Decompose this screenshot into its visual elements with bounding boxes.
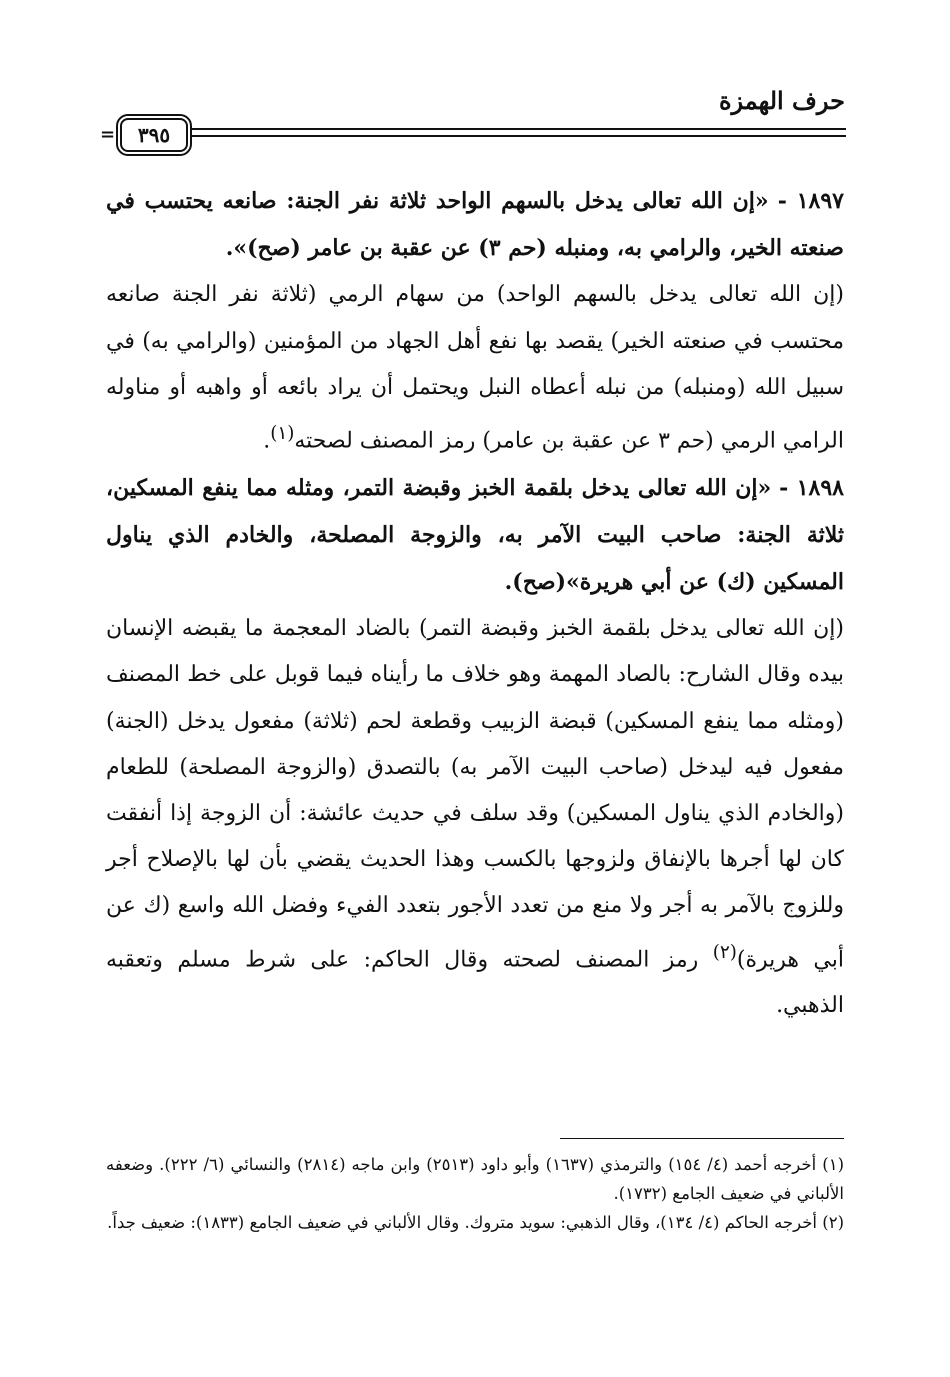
footnote-2: (٢) أخرجه الحاكم (٤/ ١٣٤)، وقال الذهبي: سويد متروك. وقال الألباني في ضعيف الجامع (١٨٣٣): ضعيف جداً. <box>107 1213 844 1232</box>
page-number: ٣٩٥ <box>120 118 188 152</box>
running-title: حرف الهمزة <box>718 86 845 115</box>
main-text <box>106 178 844 1029</box>
commentary-1898 <box>106 606 844 1029</box>
footnote-ref: (١) <box>270 423 295 445</box>
footnote-separator <box>560 1138 844 1139</box>
hadith-1897 <box>106 178 844 272</box>
double-rule <box>190 128 846 137</box>
hadith-text: «إن الله تعالى يدخل بالسهم الواحد ثلاثة نفر الجنة: صانعه يحتسب في صنعته الخير، والرامي به، ومنبله (حم ٣) عن عقبة بن عامر (صح)». <box>106 188 844 262</box>
commentary-1897: (إن الله تعالى يدخل بالسهم الواحد) من سهام الرمي (ثلاثة نفر الجنة صانعه محتسب في صنعته الخير) يقصد بها نفع أهل الجهاد من المؤمنين (والرامي به) في سبيل الله (ومنبله) من نبله أعطاه النبل ويحتمل أن يراد بائعه أو واهبه أو مناوله الرامي الرمي (حم ٣ عن عقبة بن عامر) رمز المصنف لصحته$^{(١)}$. <box>106 282 844 454</box>
footnote-ref: (٢) <box>712 941 737 963</box>
hadith-number: ١٨٩٨ - <box>779 474 844 501</box>
commentary-text-end: رمز المصنف لصحته وقال الحاكم: على شرط مسلم وتعقبه الذهبي. <box>106 946 844 1019</box>
rule-end-mark: = <box>100 124 116 145</box>
footnotes <box>106 1150 844 1237</box>
commentary-text: (إن الله تعالى يدخل بلقمة الخبز وقبضة التمر) بالضاد المعجمة ما يقبضه الإنسان بيده وقال الشارح: بالصاد المهمة وهو خلاف ما رأيناه فيما قوبل على خط المصنف (ومثله مما ينفع المسكين) قبضة الزبيب وقطعة لحم (ثلاثة) مفعول يدخل (الجنة) مفعول فيه ليدخل (صاحب البيت الآمر به) بالتصدق (والزوجة المصلحة) للطعام (والخادم الذي يناول المسكين) وقد سلف في حديث عائشة: أن الزوجة إذا أنفقت كان لها أجرها بالإنفاق ولزوجها بالكسب وهذا الحديث يقضي بأن لها بالإصلاح أجر وللزوج بالآمر به أجر ولا منع من تعدد الأجور بتعدد الفيء وفضل الله واسع (ك عن أبي هريرة) <box>106 616 844 972</box>
header-rule <box>100 118 846 154</box>
footnote-1: (١) أخرجه أحمد (٤/ ١٥٤) والترمذي (١٦٣٧) وأبو داود (٢٥١٣) وابن ماجه (٢٨١٤) والنسائي (٦/ ٢٢٢). وضعفه الألباني في ضعيف الجامع (١٧٣٢). <box>106 1155 844 1203</box>
hadith-number: ١٨٩٧ - <box>777 188 844 214</box>
hadith-text: «إن الله تعالى يدخل بلقمة الخبز وقبضة التمر، ومثله مما ينفع المسكين، ثلاثة الجنة: صاحب البيت الآمر به، والزوجة المصلحة، والخادم الذي يناول المسكين (ك) عن أبي هريرة»(صح). <box>106 474 844 595</box>
commentary-text: (إن الله تعالى يدخل بالسهم الواحد) من سهام الرمي (ثلاثة نفر الجنة صانعه محتسب في صنعته الخير) يقصد بها نفع أهل الجهاد من المؤمنين (والرامي به) في سبيل الله (ومنبله) من نبله أعطاه النبل ويحتمل أن يراد بائعه أو واهبه أو مناوله الرامي الرمي (حم ٣ عن عقبة بن عامر) رمز المصنف لصحته <box>106 282 844 454</box>
hadith-1898 <box>106 465 844 607</box>
